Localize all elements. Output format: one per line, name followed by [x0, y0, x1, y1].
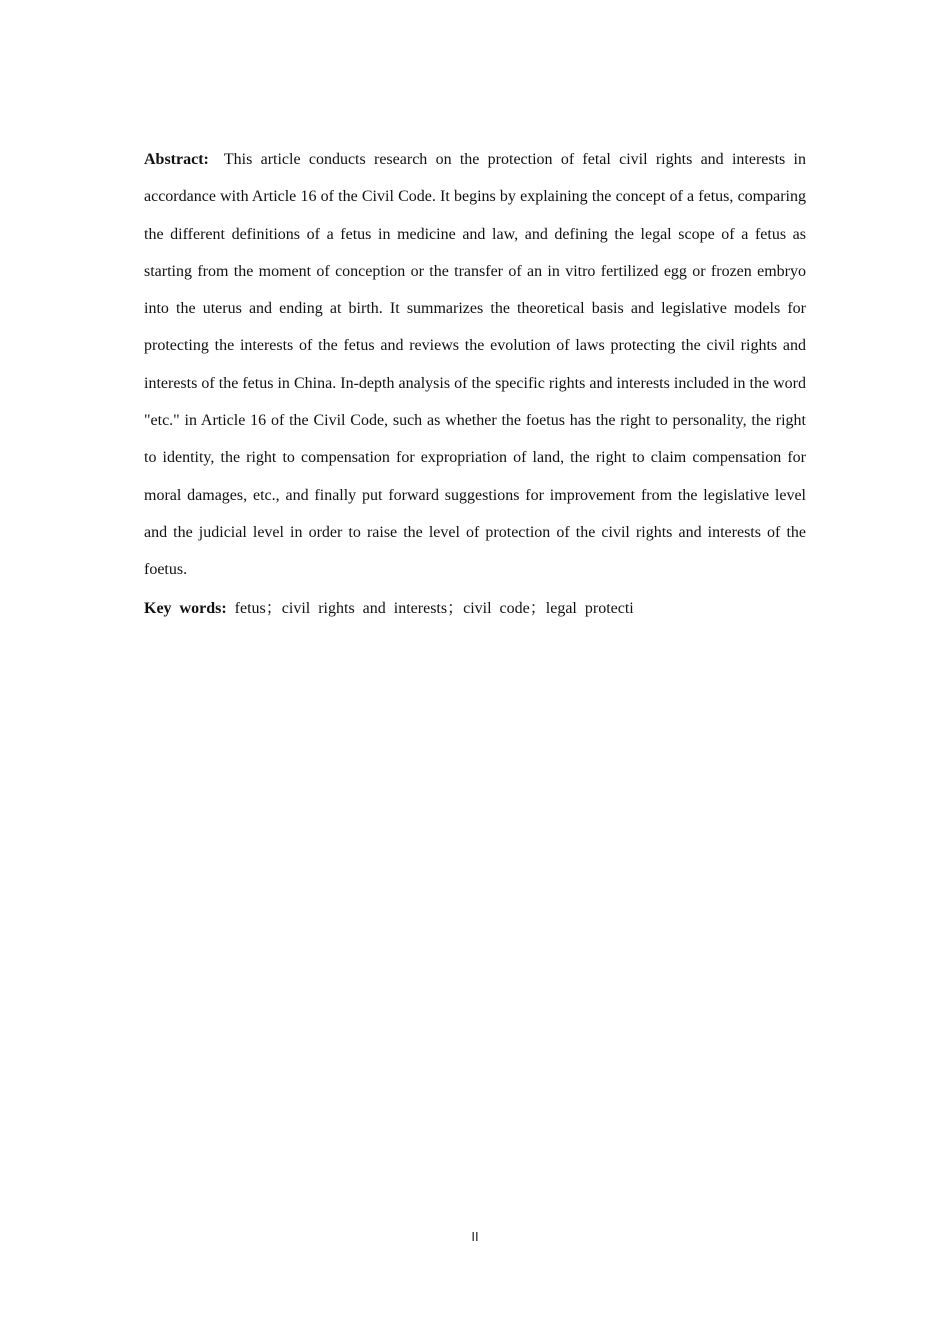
keyword-item: fetus [234, 599, 266, 617]
keyword-item: civil rights and interests [281, 599, 448, 617]
abstract-section [144, 141, 806, 629]
keyword-item: civil code [463, 599, 530, 617]
keywords-line [144, 589, 806, 629]
keyword-separator: ； [447, 599, 464, 617]
abstract-paragraph [144, 141, 806, 589]
keyword-item: legal protecti [545, 599, 634, 617]
keywords-label: Key words: [144, 599, 227, 617]
keyword-separator: ； [529, 599, 546, 617]
keyword-separator: ； [265, 599, 282, 617]
abstract-label: Abstract: [144, 151, 209, 168]
page-number: II [471, 1229, 479, 1244]
abstract-text: This article conducts research on the protection of fetal civil rights and interests in accordance with Article 16 of the Civil Code. It begins by explaining the concept of a fetus, comparing the different definitions of a fetus in medicine and law, and defining the legal scope of a fetus as starting from the moment of conception or the transfer of an in vitro fertilized egg or frozen embryo into the uterus and ending at birth. It summarizes the theoretical basis and legislative models for protecting the interests of the fetus and reviews the evolution of laws protecting the civil rights and interests of the fetus in China. In-depth analysis of the specific rights and interests included in the word "etc." in Article 16 of the Civil Code, such as whether the foetus has the right to personality, the right to identity, the right to compensation for expropriation of land, the right to claim compensation for moral damages, etc., and finally put forward suggestions for improvement from the legislative level and the judicial level in order to raise the level of protection of the civil rights and interests of the foetus. [144, 151, 806, 579]
